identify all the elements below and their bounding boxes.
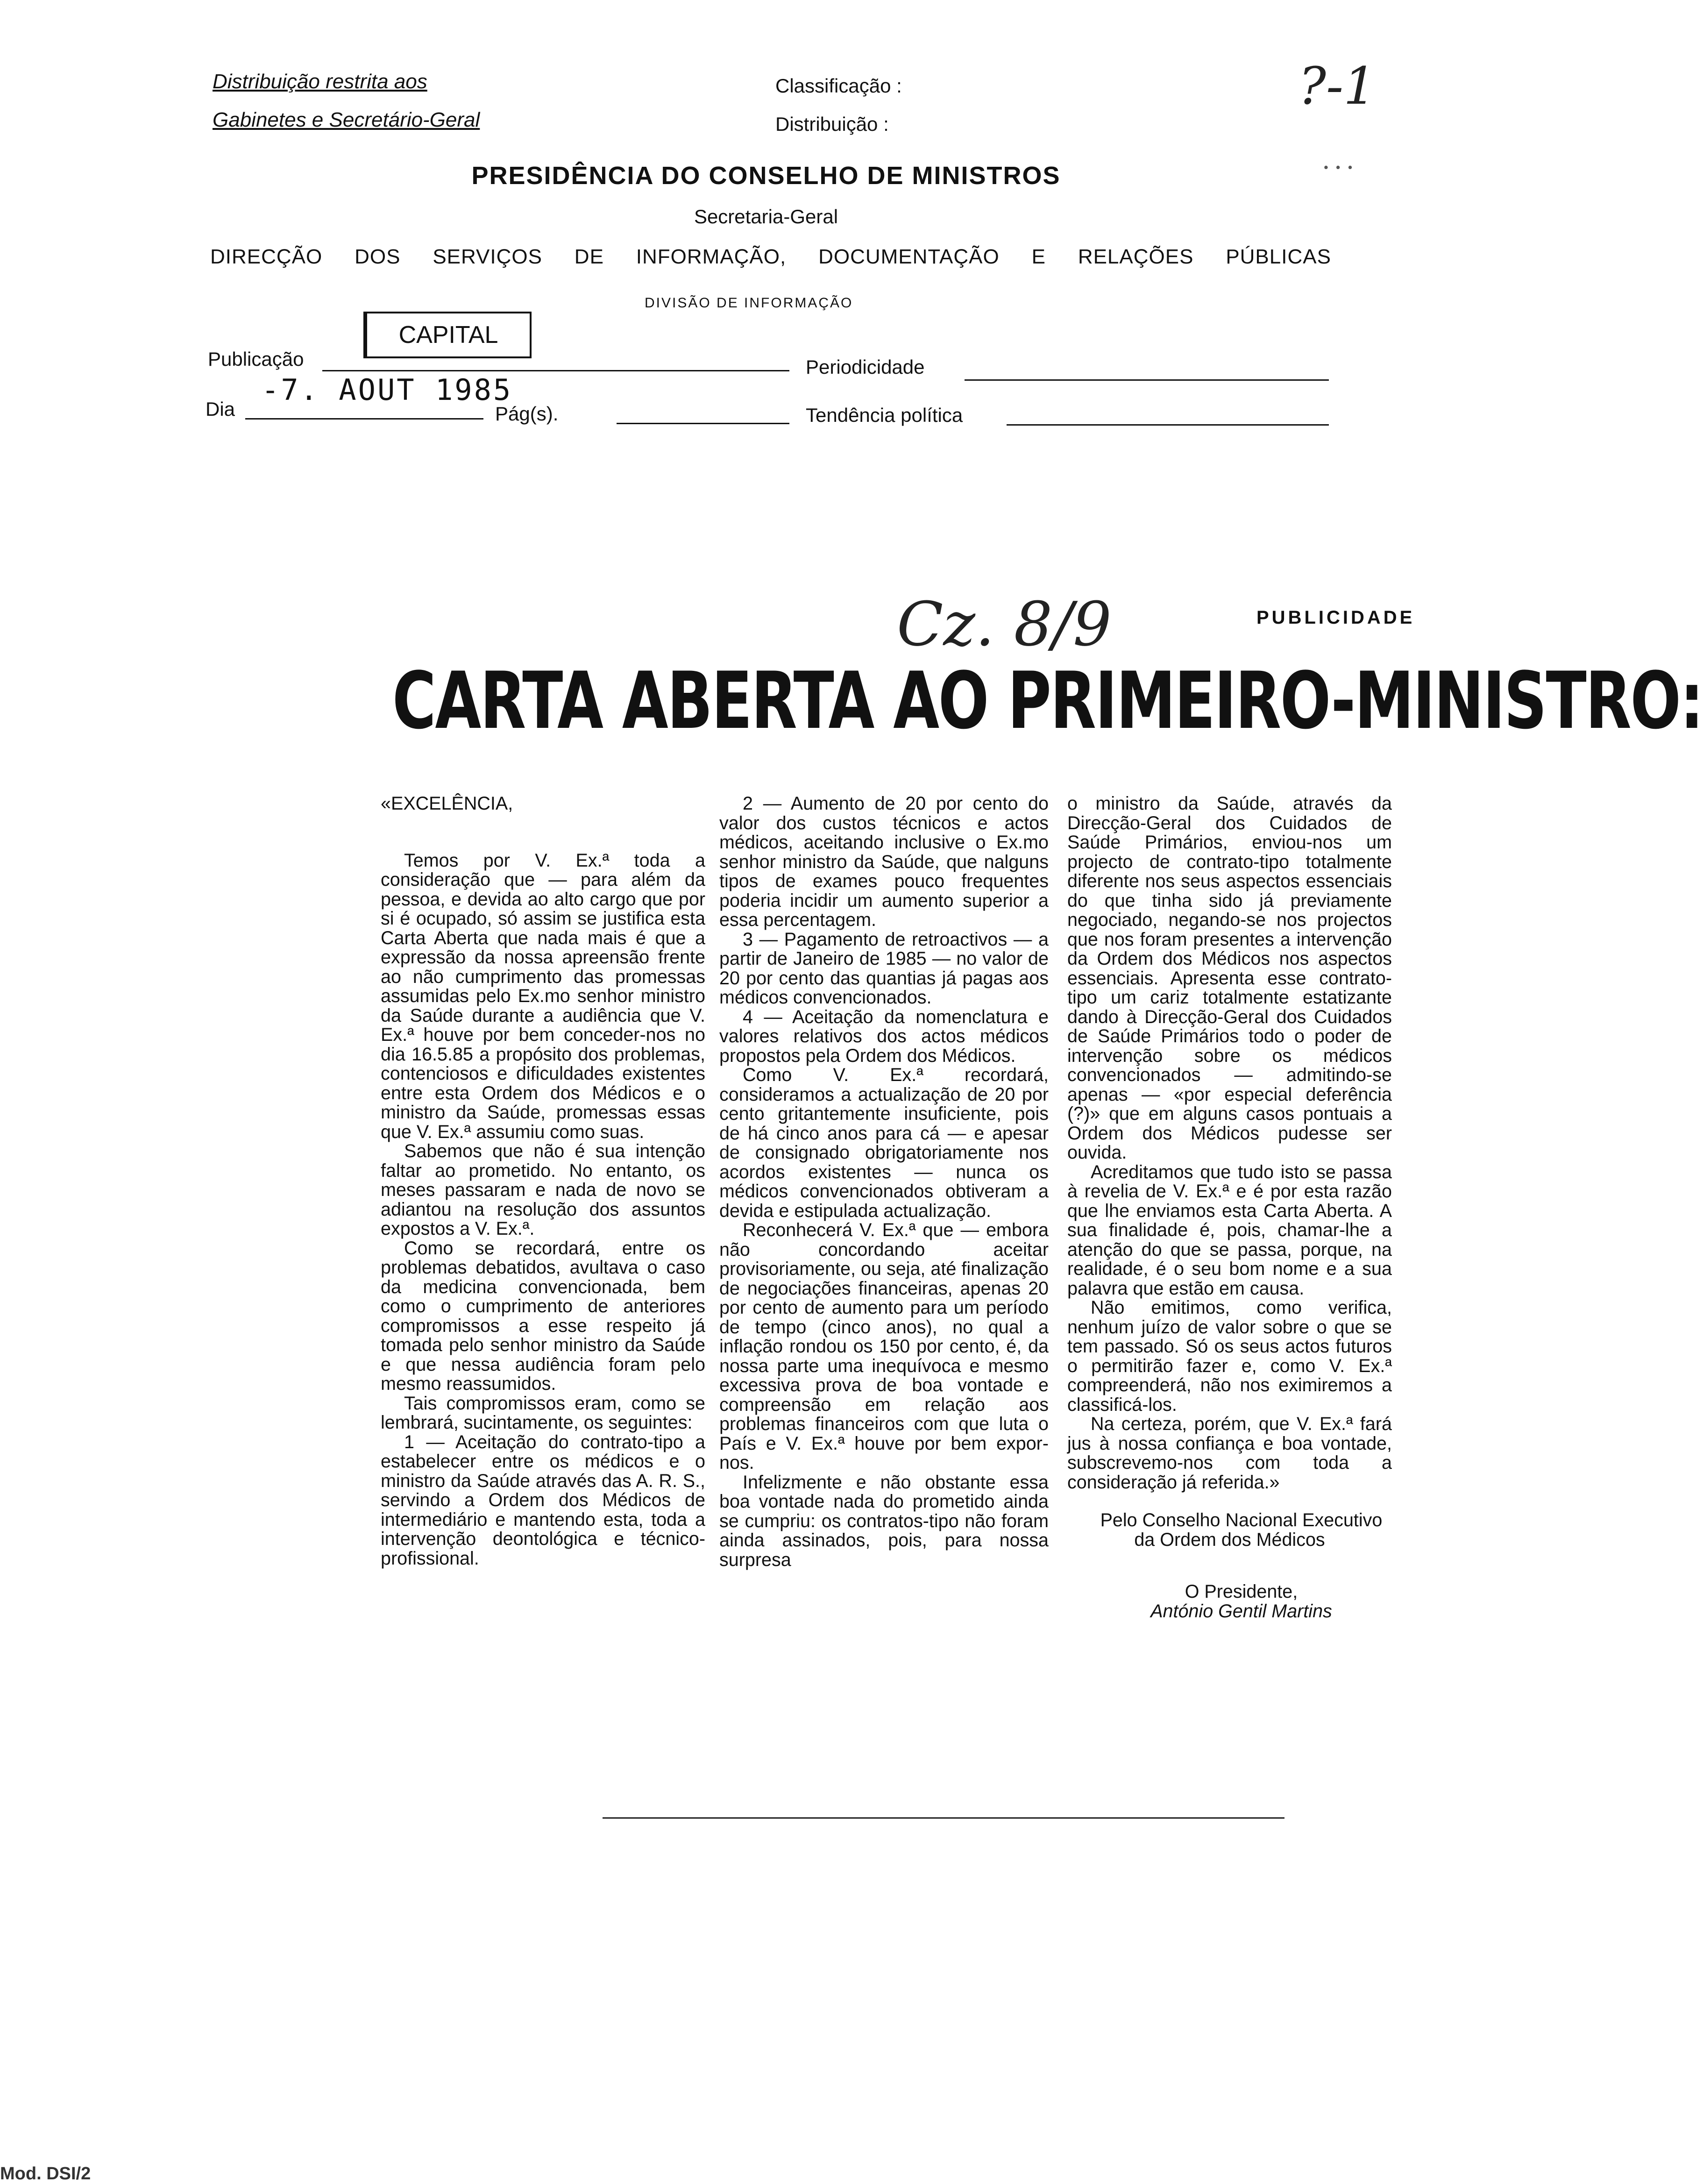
paragraph: Como se recordará, entre os problemas debatidos, avultava o caso da medicina convencionada, bem como o cumprimento de anteriores compromissos a esse respeito já tomada pelo senhor ministro da Saúde e que nessa audiência foram pelo mesmo reassumidos. (381, 1238, 705, 1394)
president-name: António Gentil Martins (1150, 1601, 1332, 1622)
directorate-word: DIRECÇÃO (210, 245, 323, 268)
directorate-line (210, 245, 1331, 269)
publication-stamp: CAPITAL (363, 312, 532, 358)
divisao-informacao: DIVISÃO DE INFORMAÇÃO (645, 295, 853, 311)
periodicidade-line (965, 379, 1329, 381)
salutation: «EXCELÊNCIA, (381, 793, 513, 814)
paragraph: Reconhecerá V. Ex.ª que — embora não concordando aceitar provisoriamente, ou seja, até finalização de negociações financeiras, apenas 20 por cento de aumento para um período de tempo (cinco anos), no qual a inflação rondou os 150 por cento, é, da nossa parte uma inequívoca e mesmo excessiva prova de boa vontade e compreensão em relação aos problemas financeiros com que luta o País e V. Ex.ª houve por bem expor-nos. (719, 1220, 1049, 1473)
directorate-word: DOCUMENTAÇÃO (818, 245, 1000, 268)
article-column-3 (1067, 794, 1392, 1621)
handwritten-annotation-top: ?-1 (1299, 56, 1377, 116)
paragraph: 3 — Pagamento de retroactivos — a partir de Janeiro de 1985 — no valor de 20 por cento das quantias já pagas aos médicos convencionados. (719, 929, 1049, 1008)
paragraph: Sabemos que não é sua intenção faltar ao prometido. No entanto, os meses passaram e nada de novo se adiantou na resolução dos assuntos expostos a V. Ex.ª. (381, 1141, 705, 1239)
publicacao-label: Publicação (208, 348, 304, 370)
paragraph: Como V. Ex.ª recordará, consideramos a actualização de 20 por cento gritantemente insuficiente, pois de há cinco anos para cá — e apesar de consignado obrigatoriamente nos acordos existentes — nunca os médicos convencionados obtiveram a devida e estipulada actualização. (719, 1065, 1049, 1221)
paragraph: Não emitimos, como verifica, nenhum juízo de valor sobre o que se tem passado. Só os seus actos futuros o permitirão fazer e, como V. Ex.ª compreenderá, não nos eximiremos a classificá-los. (1067, 1297, 1392, 1415)
article-column-2 (719, 794, 1049, 1570)
ministry-title: PRESIDÊNCIA DO CONSELHO DE MINISTROS (471, 162, 1061, 190)
publicacao-line (322, 370, 789, 371)
paragraph: o ministro da Saúde, através da Direcção-Geral dos Cuidados de Saúde Primários, enviou-nos um projecto de contrato-tipo totalmente diferente nos seus aspectos essenciais do que tinha sido já previamente negociado, negando-se nos projectos que nos foram presentes a intervenção da Ordem dos Médicos nos aspectos essenciais. Apresenta esse contrato-tipo um cariz totalmente estatizante dando à Direcção-Geral dos Cuidados de Saúde Primários todo o poder de intervenção sobre os médicos convencionados — admitindo-se apenas — «por especial deferência (?)» que em alguns casos pontuais a Ordem dos Médicos pudesse ser ouvida. (1067, 793, 1392, 1163)
signoff: Pelo Conselho Nacional Executivo da Ordem dos Médicos (1100, 1510, 1383, 1550)
handwritten-headline-note: Cz. 8/9 (897, 589, 1112, 660)
paragraph: 1 — Aceitação do contrato-tipo a estabelecer entre os médicos e o ministro da Saúde através das A. R. S., servindo a Ordem dos Médicos de intermediário e mantendo esta, toda a intervenção deontológica e técnico-profissional. (381, 1431, 705, 1569)
periodicidade-label: Periodicidade (806, 356, 925, 378)
directorate-word: DOS (355, 245, 401, 268)
paragraph: Acreditamos que tudo isto se passa à revelia de V. Ex.ª e é por esta razão que lhe enviamos esta Carta Aberta. A sua finalidade é, pois, chamar-lhe a atenção do que se passa, porque, na realidade, é o seu bom nome e a sua palavra que estão em causa. (1067, 1161, 1392, 1299)
directorate-word: SERVIÇOS (433, 245, 542, 268)
article-headline: CARTA ABERTA AO PRIMEIRO-MINISTRO: (392, 655, 1703, 747)
president-title: O Presidente, (1185, 1581, 1298, 1602)
pags-label: Pág(s). (495, 403, 559, 425)
directorate-word: DE (574, 245, 604, 268)
tendencia-label: Tendência política (806, 404, 963, 426)
paragraph: Temos por V. Ex.ª toda a consideração que — para além da pessoa, e devida ao alto cargo que por si é ocupado, só assim se justifica esta Carta Aberta que nada mais é que a expressão da nossa apreensão frente ao não cumprimento das promessas assumidas pelo Ex.mo senhor ministro da Saúde durante a audiência que V. Ex.ª houve por bem conceder-nos no dia 16.5.85 a propósito dos problemas, contenciosos e dificuldades existentes entre esta Ordem dos Médicos e o ministro da Saúde, promessas essas que V. Ex.ª assumiu como suas. (381, 850, 705, 1142)
paragraph: 2 — Aumento de 20 por cento do valor dos custos técnicos e actos médicos, aceitando inclusive o Ex.mo senhor ministro da Saúde, que nalguns tipos de exames pouco frequentes poderia incidir um aumento superior a essa percentagem. (719, 793, 1049, 930)
publicidade-tag: PUBLICIDADE (1256, 607, 1415, 628)
paragraph: 4 — Aceitação da nomenclatura e valores relativos dos actos médicos propostos pela Ordem dos Médicos. (719, 1006, 1049, 1066)
form-code: Mod. DSI/2 (0, 2164, 91, 2184)
tendencia-line (1007, 424, 1329, 426)
restricted-distribution-line2: Gabinetes e Secretário-Geral (213, 108, 480, 131)
directorate-word: PÚBLICAS (1226, 245, 1331, 268)
paragraph: Na certeza, porém, que V. Ex.ª fará jus à nossa confiança e boa vontade, subscrevemo-nos com toda a consideração já referida.» (1067, 1414, 1392, 1493)
directorate-word: RELAÇÕES (1078, 245, 1194, 268)
classificacao-label: Classificação : (775, 75, 902, 97)
distribuicao-label: Distribuição : (775, 113, 889, 135)
article-bottom-rule (603, 1817, 1284, 1819)
handwritten-annotation-faint: ... (1322, 145, 1358, 175)
date-stamp: -7. AOUT 1985 (262, 373, 513, 407)
paragraph: Infelizmente e não obstante essa boa vontade nada do prometido ainda se cumpriu: os contratos-tipo não foram ainda assinados, pois, para nossa surpresa (719, 1472, 1049, 1570)
dia-line (245, 418, 483, 420)
dia-label: Dia (206, 398, 235, 420)
directorate-word: E (1031, 245, 1046, 268)
article-column-1 (381, 794, 705, 1568)
paragraph: Tais compromissos eram, como se lembrará, sucintamente, os seguintes: (381, 1393, 705, 1433)
directorate-word: INFORMAÇÃO, (636, 245, 787, 268)
pags-line (617, 423, 789, 424)
secretaria-geral: Secretaria-Geral (694, 206, 838, 228)
restricted-distribution-line1: Distribuição restrita aos (213, 70, 427, 93)
